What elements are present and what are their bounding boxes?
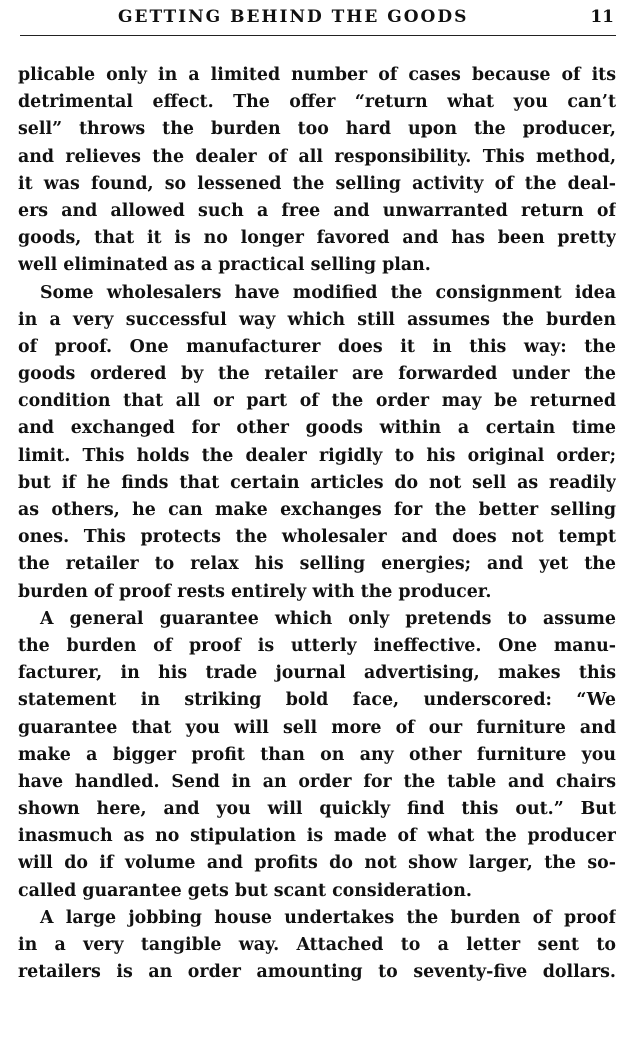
text-line: of proof. One manufacturer does it in this way: the xyxy=(18,336,616,357)
text-line: plicable only in a limited number of cases because of its xyxy=(18,65,616,85)
text-line: ers and allowed such a free and unwarranted return of xyxy=(18,200,616,221)
text-line: well eliminated as a practical selling plan. xyxy=(18,255,431,276)
text-line: limit. This holds the dealer rigidly to his original order; xyxy=(18,445,616,466)
text-line: retailers is an order amounting to seventy-five dollars. xyxy=(18,962,616,983)
text-line: shown here, and you will quickly find this out.” But xyxy=(18,799,616,820)
text-line: condition that all or part of the order may be returned xyxy=(18,391,616,412)
text-line: will do if volume and profits do not show larger, the so- xyxy=(18,853,616,874)
page-number: 11 xyxy=(590,7,614,27)
paragraph-first-line: A large jobbing house undertakes the burden of proof xyxy=(40,907,616,928)
text-line: the retailer to relax his selling energies; and yet the xyxy=(18,554,616,575)
text-line: the burden of proof is utterly ineffective. One manu- xyxy=(18,635,616,656)
paragraph-first-line: Some wholesalers have modified the consignment idea xyxy=(40,282,616,303)
text-line: have handled. Send in an order for the table and chairs xyxy=(18,771,616,792)
page-header xyxy=(20,5,616,36)
text-line: facturer, in his trade journal advertising, makes this xyxy=(18,663,616,684)
text-line: called guarantee gets but scant consideration. xyxy=(18,880,472,901)
text-line: guarantee that you will sell more of our furniture and xyxy=(18,717,616,738)
text-line: inasmuch as no stipulation is made of what the producer xyxy=(18,826,616,847)
text-line: and exchanged for other goods within a certain time xyxy=(18,418,616,439)
text-line: goods ordered by the retailer are forwarded under the xyxy=(18,364,616,385)
body-text xyxy=(18,62,616,986)
text-line: make a bigger profit than on any other furniture you xyxy=(18,744,616,765)
paragraph-first-line: A general guarantee which only pretends to assume xyxy=(40,608,616,629)
text-line: statement in striking bold face, underscored: “We xyxy=(18,690,616,711)
text-line: detrimental effect. The offer “return what you can’t xyxy=(18,92,616,113)
text-line: as others, he can make exchanges for the better selling xyxy=(18,500,616,520)
text-line: in a very successful way which still assumes the burden xyxy=(18,309,616,330)
text-line: ones. This protects the wholesaler and does not tempt xyxy=(18,527,616,548)
text-line: burden of proof rests entirely with the producer. xyxy=(18,581,492,602)
text-line: but if he finds that certain articles do not sell as readily xyxy=(18,472,616,493)
running-head: GETTING BEHIND THE GOODS xyxy=(118,7,469,27)
text-line: goods, that it is no longer favored and has been pretty xyxy=(18,228,616,249)
text-line: it was found, so lessened the selling activity of the deal- xyxy=(18,173,616,194)
text-line: and relieves the dealer of all responsibility. This method, xyxy=(18,146,616,167)
text-line: in a very tangible way. Attached to a letter sent to xyxy=(18,935,616,955)
text-line: sell” throws the burden too hard upon the producer, xyxy=(18,119,616,140)
